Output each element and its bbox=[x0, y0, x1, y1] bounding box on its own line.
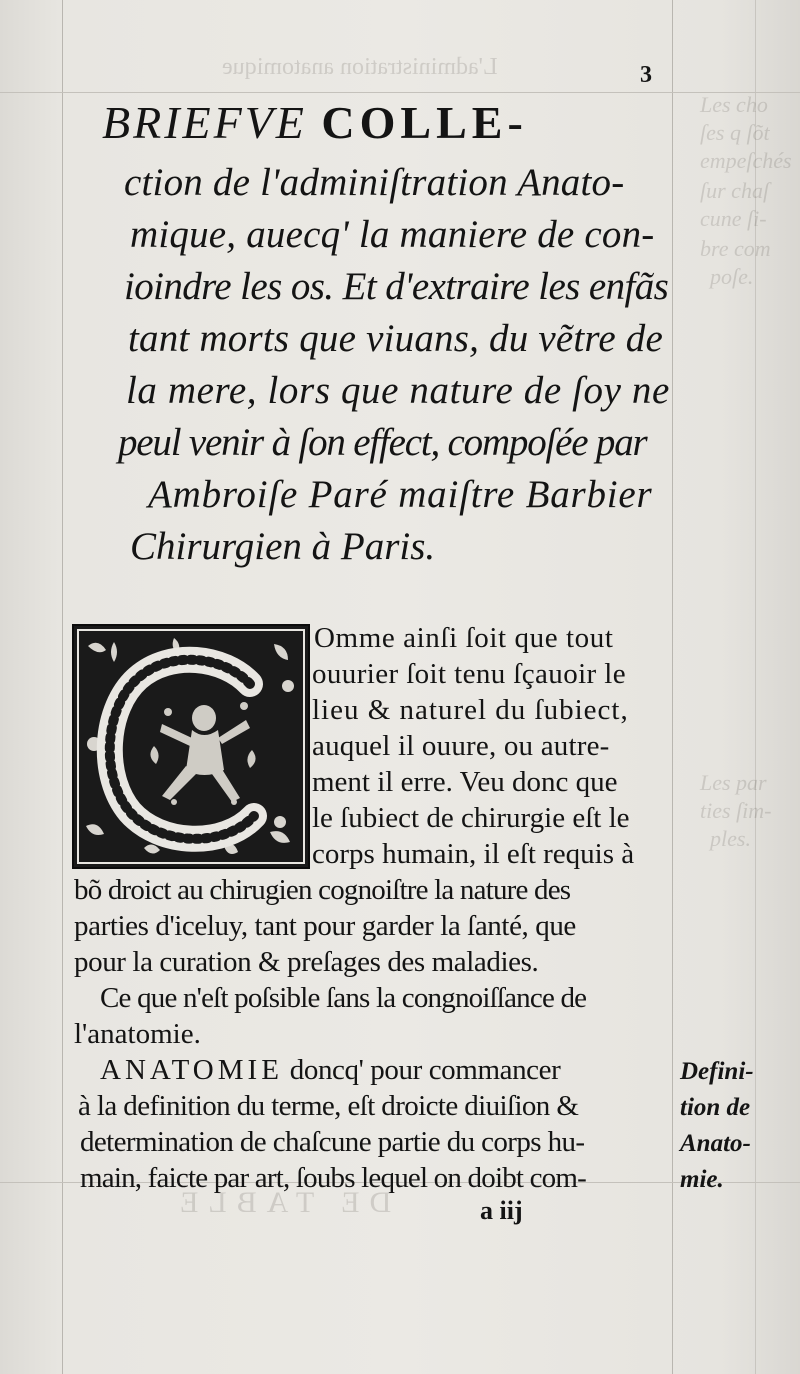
body-line-8: bõ droict au chirugien cognoiſtre la nature des bbox=[74, 874, 571, 906]
anatomie-rest: doncq' pour commancer bbox=[282, 1054, 561, 1086]
title-line-1: ction de l'adminiſtration Anato- bbox=[124, 161, 625, 204]
scan-rule-left bbox=[62, 0, 63, 1374]
body-line-12: l'anatomie. bbox=[74, 1018, 201, 1050]
title-line-6: peul venir à ſon effect, compoſée par bbox=[118, 421, 647, 464]
body-line-1: Omme ainſi ſoit que tout bbox=[314, 622, 614, 654]
ornamental-initial-c-icon bbox=[72, 624, 310, 869]
ghost-header: L'administration anatomique bbox=[222, 54, 498, 80]
anatomie-caps: ANATOMIE bbox=[100, 1054, 283, 1086]
margin-note-line-3: Anato- bbox=[680, 1130, 751, 1157]
scan-rule-right bbox=[672, 0, 673, 1374]
ghost-margin-1: Les cho bbox=[700, 92, 768, 117]
title-line-2: mique, auecq' la maniere de con- bbox=[130, 213, 655, 256]
ghost-margin-3: empeſchés bbox=[700, 148, 792, 173]
ghost-margin-6: bre com bbox=[700, 236, 771, 261]
margin-note-line-2: tion de bbox=[680, 1094, 751, 1121]
ghost-footer: DE TABLE bbox=[170, 1186, 392, 1219]
ghost-margin-8: Les par bbox=[700, 770, 767, 795]
ghost-margin-5: cune ſi- bbox=[700, 206, 767, 231]
body-line-15: determination de chaſcune partie du corps hu- bbox=[80, 1126, 585, 1158]
scan-rule-top bbox=[0, 92, 800, 93]
margin-note-line-4: mie. bbox=[680, 1166, 724, 1193]
signature-mark: a iij bbox=[480, 1196, 523, 1225]
body-line-13 bbox=[100, 1054, 560, 1087]
page-number: 3 bbox=[640, 62, 652, 88]
body-line-11: Ce que n'eſt poſsible ſans la congnoiſſance de bbox=[100, 982, 587, 1014]
ghost-margin-7: poſe. bbox=[710, 264, 754, 289]
body-line-2: ouurier ſoit tenu ſçauoir le bbox=[312, 658, 626, 690]
title-heading-part1: BRIEFVE bbox=[102, 97, 322, 148]
title-line-8: Chirurgien à Paris. bbox=[130, 525, 436, 568]
body-line-16: main, faicte par art, ſoubs lequel on doibt com- bbox=[80, 1162, 586, 1194]
ornament-svg bbox=[74, 626, 308, 867]
ghost-margin-10: ples. bbox=[710, 826, 751, 851]
title-line-3: ioindre les os. Et d'extraire les enfãs bbox=[124, 265, 669, 308]
title-line-7: Ambroiſe Paré maiſtre Barbier bbox=[148, 473, 653, 516]
ghost-margin-9: ties ſim- bbox=[700, 798, 772, 823]
body-line-3: lieu & naturel du ſubiect, bbox=[312, 694, 629, 726]
title-line-4: tant morts que viuans, du vẽtre de bbox=[128, 317, 664, 360]
body-line-7: corps humain, il eſt requis à bbox=[312, 838, 635, 870]
body-line-14: à la definition du terme, eſt droicte diuiſion & bbox=[78, 1090, 579, 1122]
margin-note-line-1: Defini- bbox=[680, 1058, 754, 1085]
title-line-5: la mere, lors que nature de ſoy ne bbox=[126, 369, 670, 412]
body-line-10: pour la curation & preſages des maladies. bbox=[74, 946, 539, 978]
body-line-9: parties d'iceluy, tant pour garder la ſanté, que bbox=[74, 910, 576, 942]
title-heading-part2: COLLE- bbox=[321, 97, 528, 148]
body-line-4: auquel il ouure, ou autre- bbox=[312, 730, 610, 762]
ghost-margin-2: ſes q ſõt bbox=[700, 120, 770, 145]
title-heading bbox=[102, 96, 662, 149]
body-line-6: le ſubiect de chirurgie eſt le bbox=[312, 802, 630, 834]
ghost-margin-4: ſur chaſ bbox=[700, 178, 770, 203]
body-line-5: ment il erre. Veu donc que bbox=[312, 766, 618, 798]
